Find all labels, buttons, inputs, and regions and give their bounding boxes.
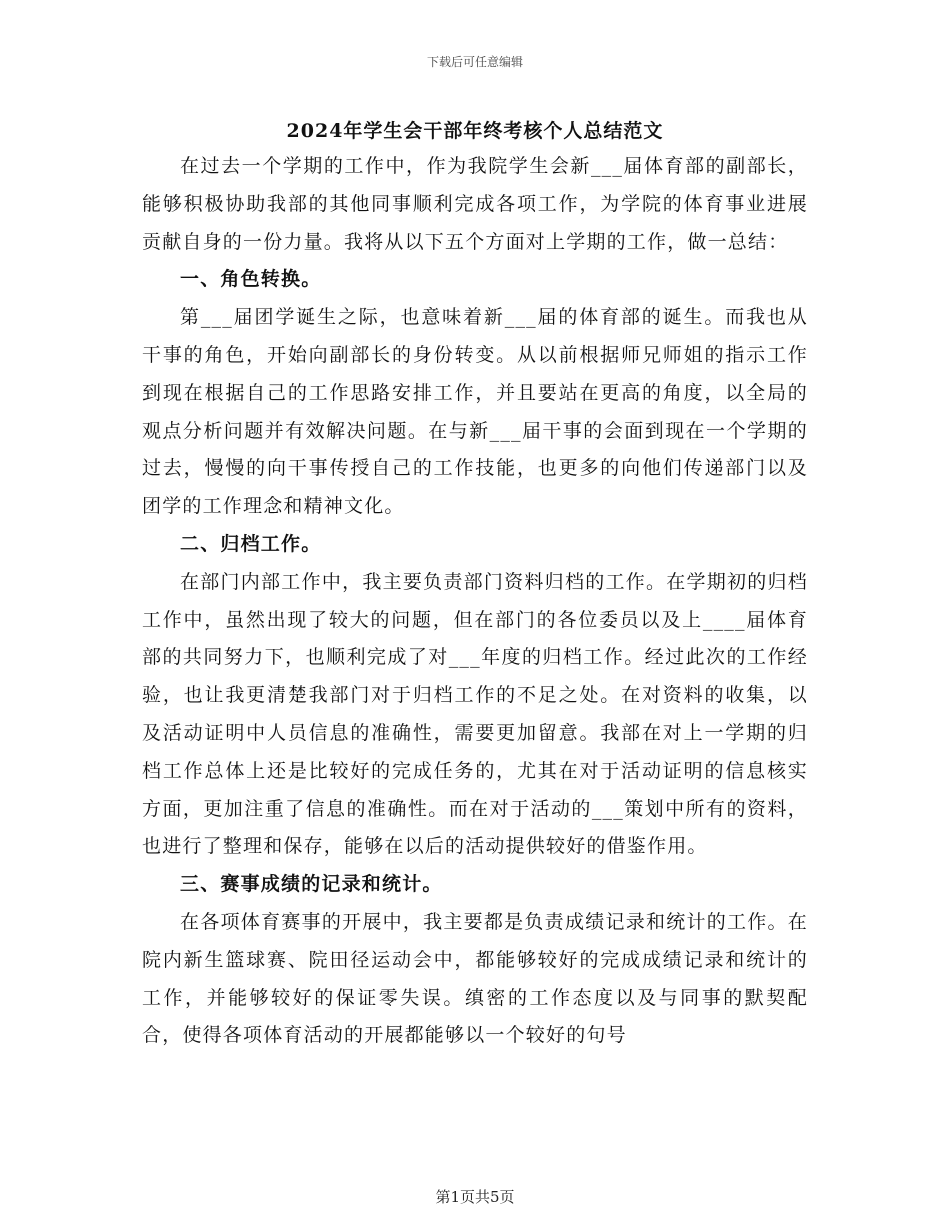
document-body <box>142 148 808 1055</box>
section-heading-role-change: 一、角色转换。 <box>180 268 322 291</box>
section-body-score-records: 在各项体育赛事的开展中，我主要都是负责成绩记录和统计的工作。在院内新生篮球赛、院田径运动会中，都能够较好的完成成绩记录和统计的工作，并能够较好的保证零失误。缜密的工作态度以及与同事的默契配合，使得各项体育活动的开展都能够以一个较好的句号 <box>142 910 808 1047</box>
header-note: 下载后可任意编辑 <box>426 55 523 69</box>
intro-paragraph: 在过去一个学期的工作中，作为我院学生会新___届体育部的副部长，能够积极协助我部的其他同事顺利完成各项工作，为学院的体育事业进展贡献自身的一份力量。我将从以下五个方面对上学期的工作，做一总结： <box>142 155 808 253</box>
section-body-role-change: 第___届团学诞生之际，也意味着新___届的体育部的诞生。而我也从干事的角色，开始向副部长的身份转变。从以前根据师兄师姐的指示工作到现在根据自己的工作思路安排工作，并且要站在更高的角度，以全局的观点分析问题并有效解决问题。在与新___届干事的会面到现在一个学期的过去，慢慢的向干事传授自己的工作技能，也更多的向他们传递部门以及团学的工作理念和精神文化。 <box>142 306 808 518</box>
section-body-archiving: 在部门内部工作中，我主要负责部门资料归档的工作。在学期初的归档工作中，虽然出现了较大的问题，但在部门的各位委员以及上____届体育部的共同努力下，也顺利完成了对___年度的归档工作。经过此次的工作经验，也让我更清楚我部门对于归档工作的不足之处。在对资料的收集，以及活动证明中人员信息的准确性，需要更加留意。我部在对上一学期的归档工作总体上还是比较好的完成任务的，尤其在对于活动证明的信息核实方面，更加注重了信息的准确性。而在对于活动的___策划中所有的资料，也进行了整理和保存，能够在以后的活动提供较好的借鉴作用。 <box>142 570 808 858</box>
section-heading-archiving: 二、归档工作。 <box>180 532 322 555</box>
page-number-footer: 第1页共5页 <box>435 1188 515 1206</box>
document-title: 2024年学生会干部年终考核个人总结范文 <box>286 120 664 142</box>
section-heading-score-records: 三、赛事成绩的记录和统计。 <box>180 873 443 896</box>
